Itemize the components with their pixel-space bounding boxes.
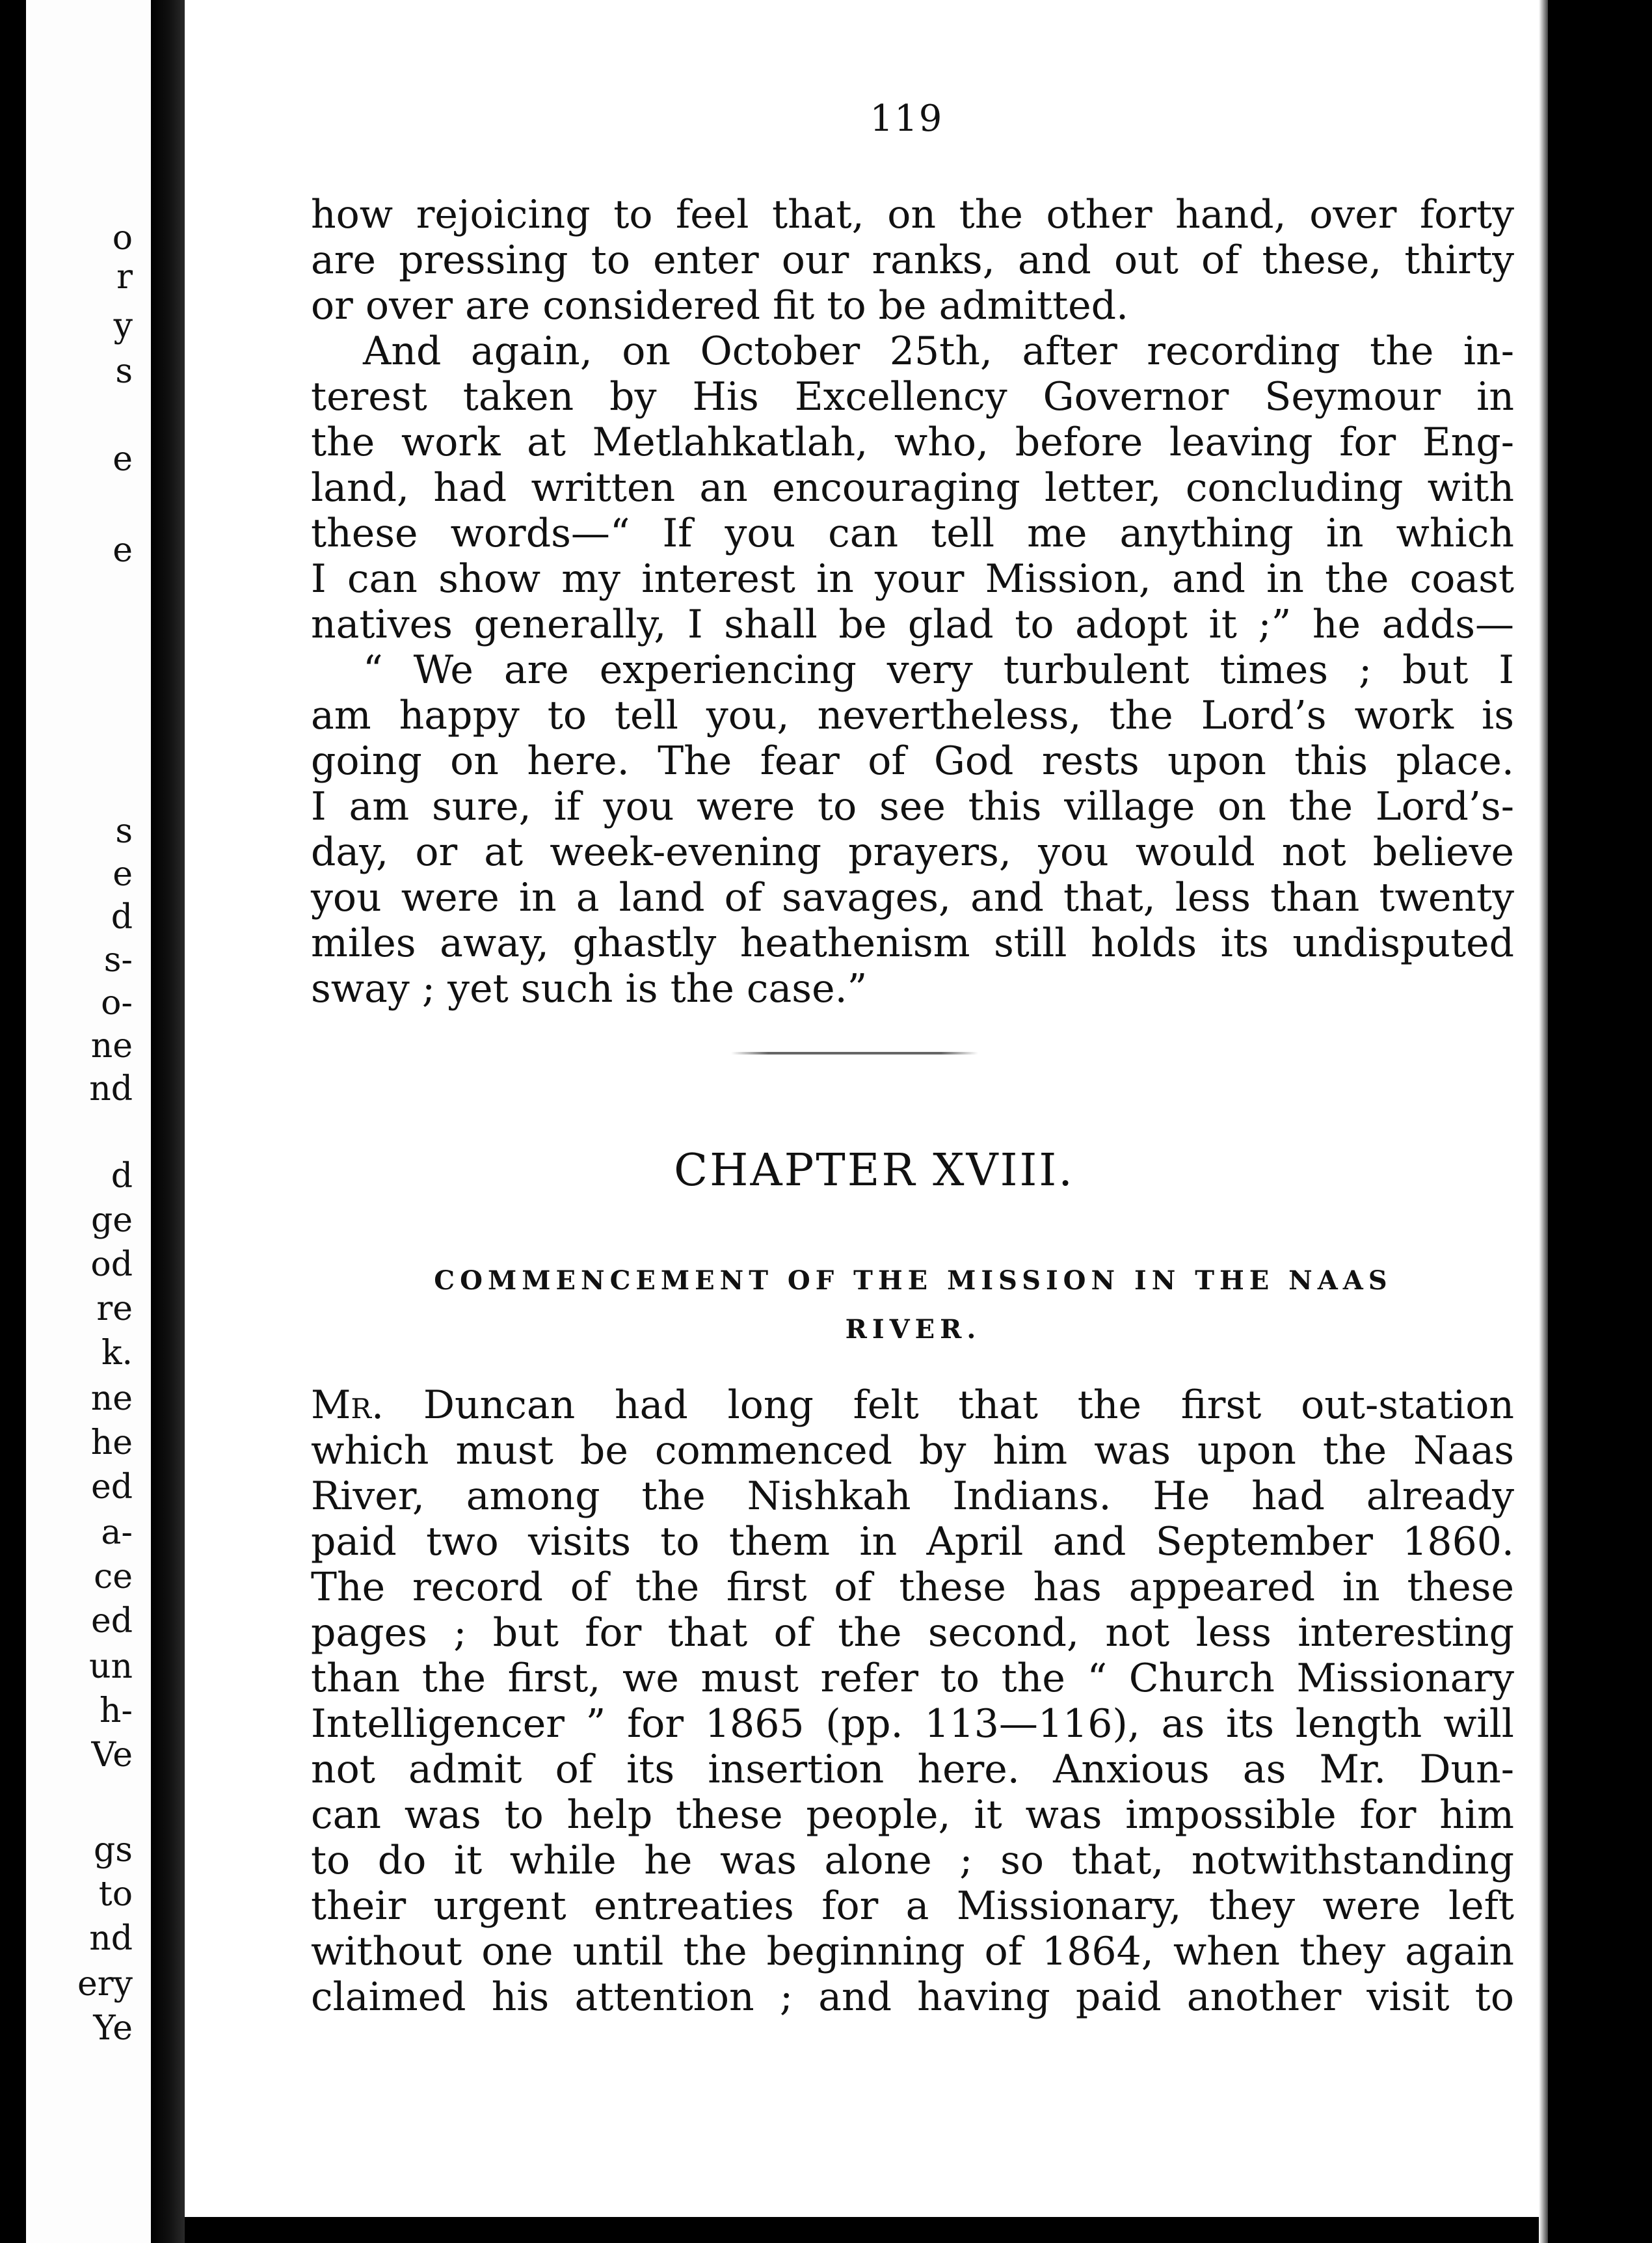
- text-line: or over are considered fit to be admitted.: [311, 283, 1129, 329]
- text-line: the work at Metlahkatlah, who, before leaving for Eng-: [311, 420, 1514, 465]
- text-line: to do it while he was alone ; so that, notwithstanding: [311, 1838, 1514, 1883]
- text-line: you were in a land of savages, and that, less than twenty: [311, 875, 1514, 920]
- lead-word: Mr.: [311, 1382, 384, 1428]
- facing-page-fragment: nd: [89, 1069, 133, 1108]
- text-line: terest taken by His Excellency Governor Seymour in: [311, 374, 1514, 420]
- text-line: am happy to tell you, nevertheless, the Lord’s work is: [311, 693, 1514, 738]
- facing-page-fragment: s-: [103, 941, 133, 980]
- text-line: can was to help these people, it was impossible for him: [311, 1792, 1514, 1838]
- text-line: which must be commenced by him was upon the Naas: [311, 1428, 1514, 1473]
- facing-page-fragment: ery: [77, 1965, 133, 2004]
- text-line: without one until the beginning of 1864, when they again: [311, 1929, 1514, 1974]
- facing-page-fragment: he: [90, 1423, 133, 1462]
- facing-page-fragment: un: [89, 1647, 133, 1686]
- chapter-subtitle: COMMENCEMENT OF THE MISSION IN THE NAAS: [434, 1265, 1392, 1296]
- facing-page-fragment: e: [113, 531, 133, 570]
- text-line: day, or at week-evening prayers, you would not believe: [311, 829, 1514, 875]
- text-line: The record of the first of these has appeared in these: [311, 1565, 1514, 1610]
- facing-page-fragment: y: [113, 306, 133, 345]
- text-line: these words—“ If you can tell me anything in which: [311, 511, 1514, 556]
- facing-page-fragment: r: [116, 258, 133, 297]
- facing-page-fragment: ed: [90, 1602, 133, 1641]
- facing-page-fragment: e: [113, 855, 133, 894]
- text-line: claimed his attention ; and having paid another visit to: [311, 1974, 1514, 2020]
- book-gutter: [151, 0, 185, 2243]
- text-line: And again, on October 25th, after recording the in-: [363, 329, 1514, 374]
- facing-page-fragment: gs: [94, 1831, 133, 1870]
- facing-page-fragment: h-: [99, 1691, 133, 1730]
- page-number: 119: [870, 98, 944, 140]
- section-divider: [731, 1052, 978, 1054]
- text-line: “ We are experiencing very turbulent times ; but I: [363, 647, 1514, 693]
- facing-page-fragment: s: [115, 812, 133, 851]
- text-line: land, had written an encouraging letter, concluding with: [311, 465, 1514, 511]
- facing-page-fragment: ge: [90, 1201, 133, 1240]
- text-span: Duncan had long felt that the first out-station: [423, 1382, 1514, 1428]
- facing-page-fragment: e: [113, 440, 133, 479]
- facing-page-fragment: nd: [89, 1919, 133, 1958]
- text-line: natives generally, I shall be glad to adopt it ;” he adds—: [311, 602, 1514, 647]
- facing-page-fragment: d: [111, 898, 133, 937]
- facing-page-fragment: re: [96, 1289, 133, 1328]
- text-line: I am sure, if you were to see this village on the Lord’s-: [311, 784, 1514, 829]
- text-line: going on here. The fear of God rests upon this place.: [311, 738, 1514, 784]
- facing-page-fragment: a-: [101, 1513, 133, 1552]
- facing-page-fragment: ce: [94, 1557, 133, 1596]
- page-edge-shadow: [1539, 0, 1548, 2243]
- text-line: how rejoicing to feel that, on the other hand, over forty: [311, 192, 1514, 237]
- facing-page-fragment: d: [111, 1157, 133, 1196]
- facing-page-edge: [26, 0, 151, 2243]
- text-line: not admit of its insertion here. Anxious as Mr. Dun-: [311, 1747, 1514, 1792]
- facing-page-fragment: od: [90, 1245, 133, 1284]
- scan-border-left: [0, 0, 26, 2243]
- text-line: are pressing to enter our ranks, and out of these, thirty: [311, 237, 1514, 283]
- scan-border-right: [1548, 0, 1652, 2243]
- facing-page-fragment: ne: [90, 1027, 133, 1066]
- text-line: their urgent entreaties for a Missionary, they were left: [311, 1883, 1514, 1929]
- facing-page-fragment: ne: [90, 1379, 133, 1418]
- text-line: miles away, ghastly heathenism still holds its undisputed: [311, 920, 1514, 966]
- facing-page-fragment: s: [115, 352, 133, 391]
- text-line: paid two visits to them in April and September 1860.: [311, 1519, 1514, 1565]
- book-page: [185, 0, 1539, 2217]
- facing-page-fragment: o-: [101, 984, 133, 1023]
- text-line: Intelligencer ” for 1865 (pp. 113—116), as its length will: [311, 1701, 1514, 1747]
- chapter-subtitle: RIVER.: [845, 1314, 981, 1345]
- chapter-heading: CHAPTER XVIII.: [674, 1145, 1074, 1196]
- facing-page-fragment: Ve: [91, 1736, 133, 1775]
- scan-border-bottom: [185, 2217, 1539, 2243]
- text-line-first: [311, 1382, 1514, 1428]
- facing-page-fragment: to: [98, 1875, 133, 1914]
- facing-page-fragment: ed: [90, 1468, 133, 1507]
- facing-page-fragment: Ye: [93, 2009, 133, 2048]
- text-line: I can show my interest in your Mission, and in the coast: [311, 556, 1514, 602]
- text-line: than the first, we must refer to the “ Church Missionary: [311, 1656, 1514, 1701]
- text-line: pages ; but for that of the second, not less interesting: [311, 1610, 1514, 1656]
- text-line: River, among the Nishkah Indians. He had already: [311, 1473, 1514, 1519]
- facing-page-fragment: k.: [101, 1334, 133, 1373]
- facing-page-fragment: o: [112, 219, 133, 258]
- text-line: sway ; yet such is the case.”: [311, 966, 868, 1012]
